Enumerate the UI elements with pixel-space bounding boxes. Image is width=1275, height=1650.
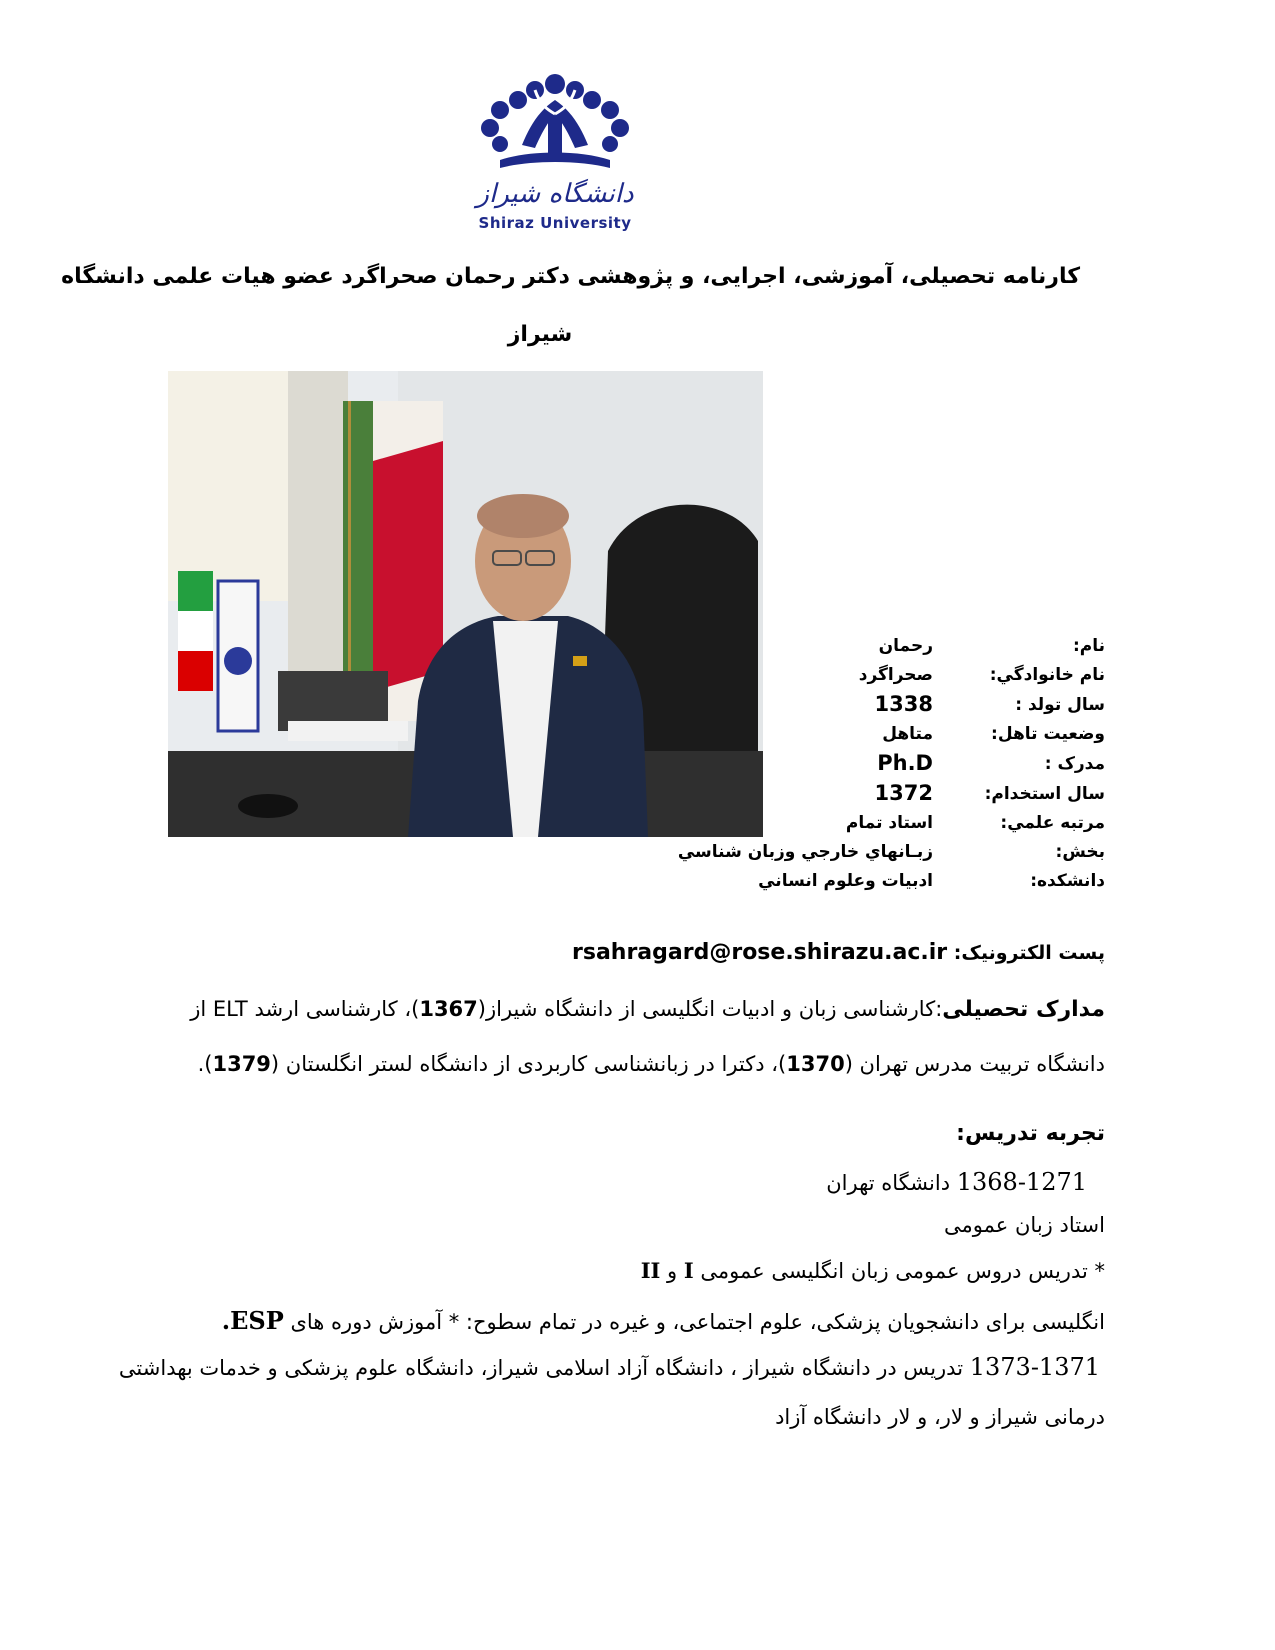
profile-value: 1338 [874, 692, 933, 716]
profile-label: مدرک : [1044, 754, 1105, 774]
education-text-b: )، کارشناسی ارشد ELT از [190, 997, 420, 1021]
education-line2 [198, 1052, 1105, 1076]
education-text-d: )، دکترا در زبانشناسی کاربردی از دانشگاه لستر انگلستان ( [270, 1052, 787, 1076]
education-year-1370: 1370 [786, 1052, 845, 1076]
teaching-line5 [119, 1353, 1100, 1381]
teaching-text-3: * تدریس دروس عمومی زبان انگلیسی عمومی [700, 1259, 1105, 1283]
teaching-num-2: II [640, 1258, 661, 1283]
education-year-1379: 1379 [212, 1052, 271, 1076]
logo-persian-text: دانشگاه شیراز [476, 179, 634, 209]
teaching-line4 [222, 1306, 1105, 1335]
profile-value: استاد تمام [845, 813, 933, 833]
profile-label: نام خانوادگي: [989, 665, 1105, 685]
teaching-and: و [667, 1259, 678, 1283]
education-line1 [190, 997, 1105, 1022]
teaching-esp: ESP. [221, 1306, 284, 1335]
profile-label: سال تولد : [1015, 695, 1105, 715]
profile-value: ادبيات وعلوم انساني [758, 871, 933, 891]
profile-label: سال استخدام: [984, 784, 1105, 804]
teaching-place-1: دانشگاه تهران [826, 1171, 951, 1195]
profile-value: متاهل [882, 724, 933, 744]
profile-value: رحمان [878, 636, 933, 656]
profile-value: زبـانهاي خارجي وزبان شناسي [677, 842, 933, 862]
email-label: پست الکترونیک: [953, 942, 1105, 964]
email-address[interactable]: rsahragard@rose.shirazu.ac.ir [572, 940, 948, 965]
teaching-line6: درمانی شیراز و لار، و لار دانشگاه آزاد [775, 1405, 1105, 1429]
profile-label: مرتبه علمي: [1000, 813, 1105, 833]
logo-english-text: Shiraz University [478, 214, 632, 232]
education-text-e: ). [197, 1052, 213, 1076]
teaching-text-5: تدریس در دانشگاه شیراز ، دانشگاه آزاد اسلامی شیراز، دانشگاه علوم پزشکی و خدمات بهداشتی [118, 1356, 964, 1380]
profile-value: صحراگرد [858, 665, 933, 685]
teaching-years-2: 1373-1371 [969, 1353, 1100, 1381]
teaching-text-4: انگلیسی برای دانشجویان پزشکی، علوم اجتماعی، و غیره در تمام سطوح: * آموزش دوره های [290, 1310, 1105, 1334]
page-title-line2: شیراز [507, 322, 573, 347]
page-title-line1: کارنامه تحصیلی، آموزشی، اجرایی، و پژوهشی دکتر رحمان صحراگرد عضو هیات علمی دانشگاه [61, 264, 1080, 289]
education-text-a: :کارشناسی زبان و ادبیات انگلیسی از دانشگاه شیراز( [477, 997, 943, 1021]
teaching-line3 [641, 1258, 1105, 1283]
teaching-num-1: I [683, 1258, 694, 1283]
education-text-c: دانشگاه تربیت مدرس تهران ( [844, 1052, 1105, 1076]
profile-label: بخش: [1055, 842, 1105, 862]
teaching-line1 [826, 1168, 1087, 1196]
education-heading: مدارک تحصیلی [942, 997, 1105, 1022]
teaching-years-1: 1368-1271 [956, 1168, 1087, 1196]
profile-label: دانشکده: [1030, 871, 1105, 891]
education-year-1367: 1367 [419, 997, 478, 1021]
profile-label: نام: [1072, 636, 1105, 656]
profile-value: 1372 [874, 781, 933, 805]
profile-label: وضعيت تاهل: [991, 724, 1105, 744]
profile-value: Ph.D [877, 751, 933, 775]
portrait-photo [168, 371, 763, 837]
email-row [572, 940, 1105, 965]
teaching-heading: تجربه تدریس: [956, 1121, 1105, 1146]
teaching-line2: استاد زبان عمومی [944, 1213, 1105, 1237]
